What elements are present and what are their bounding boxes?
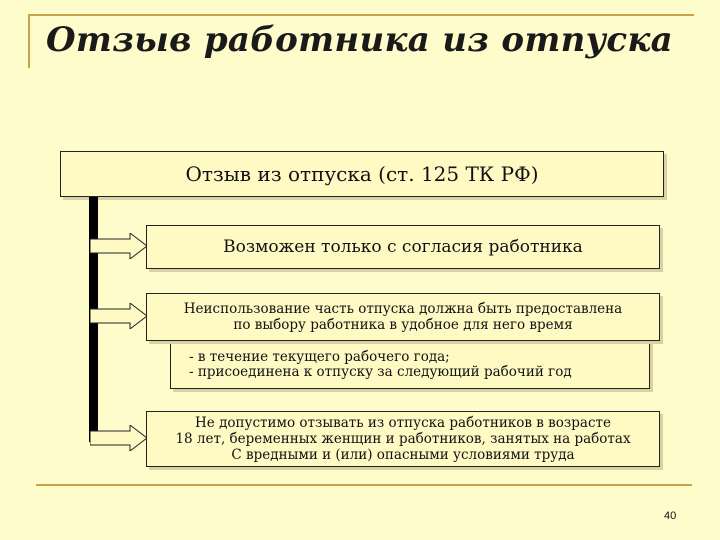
item-prohibited-line3: С вредными и (или) опасными условиями труда — [231, 447, 575, 463]
item-consent-box — [146, 225, 660, 269]
main-box — [60, 151, 664, 197]
main-box-label: Отзыв из отпуска (ст. 125 ТК РФ) — [185, 162, 539, 186]
arrow-icon — [90, 233, 148, 259]
option-next-year: - присоединена к отпуску за следующий рабочий год — [189, 364, 572, 380]
item-unused-options-box — [170, 341, 650, 389]
item-unused-part-box — [146, 293, 660, 341]
arrow-icon — [90, 303, 148, 329]
slide-title: Отзыв работника из отпуска — [46, 20, 673, 60]
item-unused-line1: Неиспользование часть отпуска должна быть предоставлена — [183, 301, 623, 317]
item-prohibited-line1: Не допустимо отзывать из отпуска работников в возрасте — [195, 415, 611, 431]
option-current-year: - в течение текущего рабочего года; — [189, 349, 450, 365]
arrow-icon — [90, 425, 148, 451]
item-consent-label: Возможен только с согласия работника — [223, 237, 583, 257]
item-prohibited-line2: 18 лет, беременных женщин и работников, занятых на работах — [175, 431, 631, 447]
item-unused-line2: по выбору работника в удобное для него время — [233, 317, 573, 333]
item-prohibited-box — [146, 411, 660, 467]
page-number: 40 — [664, 510, 677, 522]
bottom-rule — [36, 484, 692, 486]
